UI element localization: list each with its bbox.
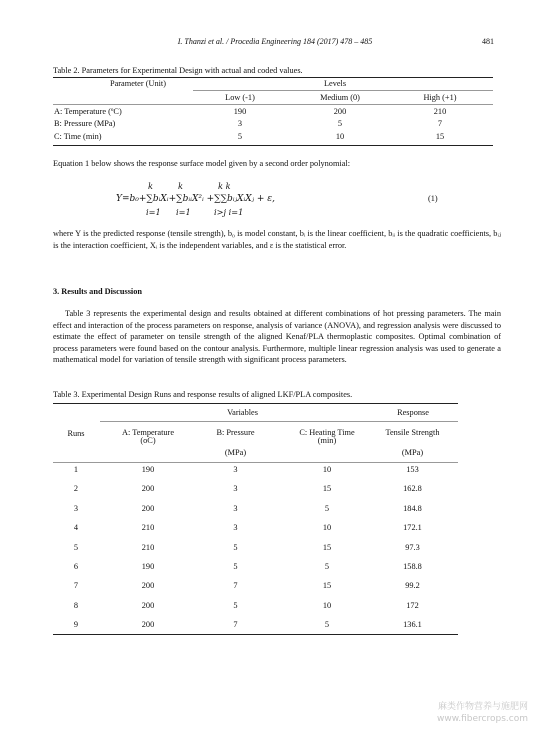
table2-cell: 10 xyxy=(335,132,345,141)
table3-cell: 210 xyxy=(141,542,155,552)
table2-header-parameter: Parameter (Unit) xyxy=(110,79,166,88)
table2-cell: 5 xyxy=(337,119,343,128)
table3-header-tensile-unit: (MPa) xyxy=(401,448,424,457)
table3-cell: 200 xyxy=(141,581,155,591)
eq-upper-limit: k xyxy=(148,181,153,191)
equation-description: where Y is the predicted response (tensile strength), b₀ is model constant, bᵢ is the linear coefficient, bᵢᵢ is the quadratic coefficients, bᵢⱼ is the interaction coefficient, Xᵢ is the independent variables, and ε is the statistical error. xyxy=(53,229,501,250)
table2-top-rule xyxy=(53,77,493,78)
equation-formula: Y=b₀+∑bᵢXᵢ+∑bᵢᵢX²ᵢ +∑∑bᵢⱼXᵢXⱼ + ε, xyxy=(116,194,275,204)
table3-cell: 5 xyxy=(324,620,330,630)
table3-cell: 200 xyxy=(141,484,155,494)
table3-cell: 136.1 xyxy=(403,620,422,630)
table3-cell: 10 xyxy=(322,600,332,610)
table2-cell: 7 xyxy=(437,119,443,128)
table3-cell: 184.8 xyxy=(403,503,422,513)
table3-run-number: 4 xyxy=(73,523,79,533)
table3-cell: 158.8 xyxy=(403,562,422,571)
table3-group-rule xyxy=(100,421,458,422)
table3-cell: 190 xyxy=(141,562,155,571)
table3-run-number: 6 xyxy=(73,562,79,571)
table2-row-param: A: Temperature (ºC) xyxy=(54,107,122,116)
table2-cell: 3 xyxy=(237,119,243,128)
table2-caption: Table 2. Parameters for Experimental Design with actual and coded values. xyxy=(53,66,303,75)
watermark xyxy=(437,701,528,725)
table3-header-pressure: B: Pressure xyxy=(216,428,255,437)
watermark-text: 麻类作物营养与施肥网 xyxy=(437,702,528,712)
table3-cell: 5 xyxy=(233,562,238,571)
table3-group-response: Response xyxy=(397,408,429,417)
table3-cell: 162.8 xyxy=(403,484,422,494)
table3-run-number: 5 xyxy=(73,542,79,552)
table3-top-rule xyxy=(53,403,458,404)
table3-header-tensile: Tensile Strength xyxy=(385,428,440,437)
eq-upper-limit: k xyxy=(178,181,183,191)
table3-header-heating-time-unit: (min) xyxy=(317,436,337,445)
equation-number: (1) xyxy=(428,194,438,203)
table3-run-number: 7 xyxy=(73,581,79,591)
table3-cell: 153 xyxy=(406,465,419,474)
table3-run-number: 9 xyxy=(73,620,79,630)
equation-intro: Equation 1 below shows the response surface model given by a second order polynomial: xyxy=(53,159,351,168)
table3-header-runs: Runs xyxy=(67,429,85,438)
table2-cell: 200 xyxy=(333,107,347,116)
table3-cell: 15 xyxy=(322,581,332,591)
table3-cell: 7 xyxy=(233,581,238,591)
table3-cell: 5 xyxy=(233,600,238,610)
table3-cell: 3 xyxy=(233,523,238,533)
eq-lower-limit: i=1 xyxy=(146,207,161,217)
table3-bottom-rule xyxy=(53,634,458,635)
table2-header-rule xyxy=(53,104,493,105)
table3-header-rule xyxy=(53,462,458,463)
table2-level-low: Low (-1) xyxy=(225,93,255,102)
table2-cell: 5 xyxy=(237,132,243,141)
table3-cell: 15 xyxy=(322,484,332,494)
table3-cell: 10 xyxy=(322,523,332,533)
table2-cell: 210 xyxy=(433,107,447,116)
table3-cell: 172.1 xyxy=(403,523,422,533)
table2-cell: 15 xyxy=(435,132,445,141)
table2-bottom-rule xyxy=(53,145,493,146)
journal-citation: I. Thanzi et al. / Procedia Engineering 184 (2017) 478 – 485 xyxy=(177,37,373,46)
eq-upper-limit: k k xyxy=(218,181,231,191)
table2-row-param: C: Time (min) xyxy=(54,132,102,141)
table3-cell: 200 xyxy=(141,503,155,513)
table3-caption: Table 3. Experimental Design Runs and response results of aligned LKF/PLA composites. xyxy=(53,390,353,399)
table3-run-number: 8 xyxy=(73,600,79,610)
table2-level-medium: Medium (0) xyxy=(320,93,360,102)
section-heading: 3. Results and Discussion xyxy=(53,287,142,296)
table3-header-temperature-unit: (oC) xyxy=(140,436,156,445)
table3-group-variables: Variables xyxy=(227,408,258,417)
table3-cell: 5 xyxy=(324,503,330,513)
table3-cell: 3 xyxy=(233,465,238,474)
table3-cell: 5 xyxy=(324,562,330,571)
table3-cell: 7 xyxy=(233,620,238,630)
table3-cell: 200 xyxy=(141,620,155,630)
table3-header-temperature: A: Temperature xyxy=(121,428,175,437)
table3-cell: 99.2 xyxy=(405,581,420,591)
table3-header-pressure-unit: (MPa) xyxy=(224,448,247,457)
table3-cell: 3 xyxy=(233,484,238,494)
table3-cell: 172 xyxy=(406,600,419,610)
table3-run-number: 1 xyxy=(73,465,79,474)
table3-run-number: 2 xyxy=(73,484,79,494)
table3-run-number: 3 xyxy=(73,503,79,513)
watermark-url: www.fibercrops.com xyxy=(437,714,528,724)
running-header xyxy=(0,37,544,51)
table3-header-heating-time: C: Heating Time xyxy=(299,428,355,437)
table3-cell: 97.3 xyxy=(405,542,420,552)
table2-row-param: B: Pressure (MPa) xyxy=(54,119,116,128)
section-paragraph: Table 3 represents the experimental design and results obtained at different combinations of hot pressing parameters. The main effect and interaction of the process parameters on response, analysis of variance (ANOVA), and regression analysis were discussed to estimate the effect of parameter on tensile strength of the aligned Kenaf/PLA thermoplastic composites. Optimal combination of process parameters were found based on the contour analysis. Furthermore, multiple linear regression analysis was used to generate a mathematical model for variation of tensile strength with significant process parameters. xyxy=(53,309,501,365)
table3-cell: 10 xyxy=(322,465,332,474)
table3-cell: 210 xyxy=(141,523,155,533)
table2-header-levels: Levels xyxy=(323,79,347,88)
table3-cell: 3 xyxy=(233,503,238,513)
table3-cell: 5 xyxy=(233,542,238,552)
table3-cell: 200 xyxy=(141,600,155,610)
table2-level-high: High (+1) xyxy=(423,93,457,102)
table2-cell: 190 xyxy=(233,107,247,116)
table3-cell: 15 xyxy=(322,542,332,552)
page-number: 481 xyxy=(482,37,494,46)
eq-lower-limit: i=1 xyxy=(176,207,191,217)
table3-cell: 190 xyxy=(141,465,155,474)
eq-lower-limit: i>j i=1 xyxy=(214,207,244,217)
table2-levels-rule xyxy=(193,90,493,91)
